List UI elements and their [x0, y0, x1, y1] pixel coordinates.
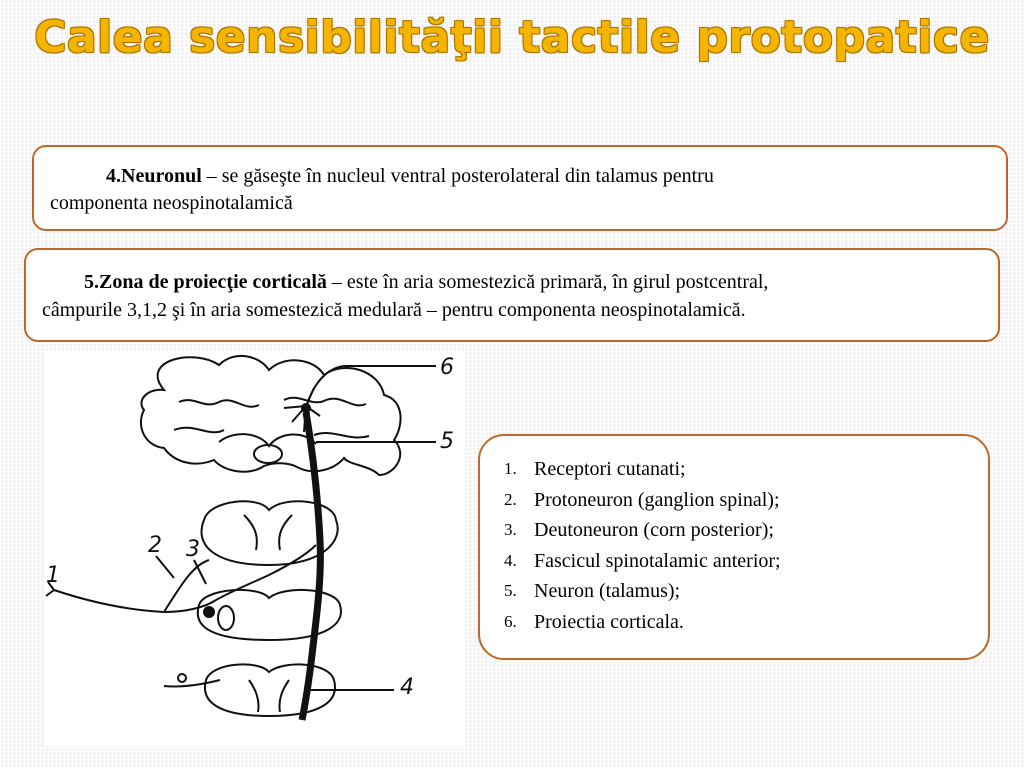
neuron-4-textbox — [32, 145, 1008, 231]
legend-list — [494, 454, 970, 637]
neuron-4-term: 4.Neuronul — [106, 165, 202, 187]
legend-item — [494, 576, 970, 607]
ganglion-fiber — [164, 560, 209, 612]
legend-number: 6. — [504, 611, 517, 631]
legend-item — [494, 485, 970, 516]
legend-box — [478, 434, 990, 660]
receptor-fiber-2 — [164, 680, 220, 687]
spinothalamic-tract — [302, 412, 320, 720]
neuron-4-line2: componenta neospinotalamică — [50, 192, 293, 214]
receptor-fiber-1 — [54, 590, 216, 612]
legend-label: Proiectia corticala. — [534, 610, 684, 633]
legend-item — [494, 607, 970, 638]
cortical-zone-term: 5.Zona de proiecţie corticală — [84, 271, 327, 293]
legend-label: Fascicul spinotalamic anterior; — [534, 549, 781, 572]
legend-item — [494, 546, 970, 577]
legend-number: 1. — [504, 459, 517, 478]
brain-section — [141, 356, 401, 475]
cortical-zone-textbox — [24, 248, 1000, 342]
figure-label-6: 6 — [440, 355, 454, 380]
legend-number: 4. — [504, 550, 517, 570]
figure-label-1: 1 — [46, 563, 60, 588]
pathway-diagram — [44, 350, 464, 746]
figure-label-2: 2 — [148, 533, 162, 558]
figure-label-5: 5 — [440, 429, 454, 454]
legend-label: Receptori cutanati; — [534, 458, 686, 480]
legend-item — [494, 454, 970, 485]
pathway-diagram-svg — [44, 350, 464, 746]
figure-label-3: 3 — [186, 537, 200, 562]
cortical-zone-line2: câmpurile 3,1,2 şi în aria somestezică medulară – pentru componenta neospinotalamică. — [42, 299, 746, 321]
legend-number: 3. — [504, 520, 517, 539]
legend-number: 5. — [504, 581, 517, 600]
neuron-4-line1 — [50, 163, 988, 190]
legend-label: Protoneuron (ganglion spinal); — [534, 488, 780, 511]
legend-label: Neuron (talamus); — [534, 580, 681, 602]
neuron-4-text: – se găseşte în nucleul ventral posterolateral din talamus pentru — [201, 165, 714, 187]
legend-number: 2. — [504, 489, 517, 509]
cortical-zone-text: – este în aria somestezică primară, în girul postcentral, — [326, 271, 769, 293]
legend-item — [494, 515, 970, 546]
cortical-zone-line1 — [42, 268, 980, 296]
slide-title: Calea sensibilităţii tactile protopatice — [34, 12, 990, 63]
figure-label-4: 4 — [400, 675, 414, 700]
legend-label: Deutoneuron (corn posterior); — [534, 519, 774, 541]
